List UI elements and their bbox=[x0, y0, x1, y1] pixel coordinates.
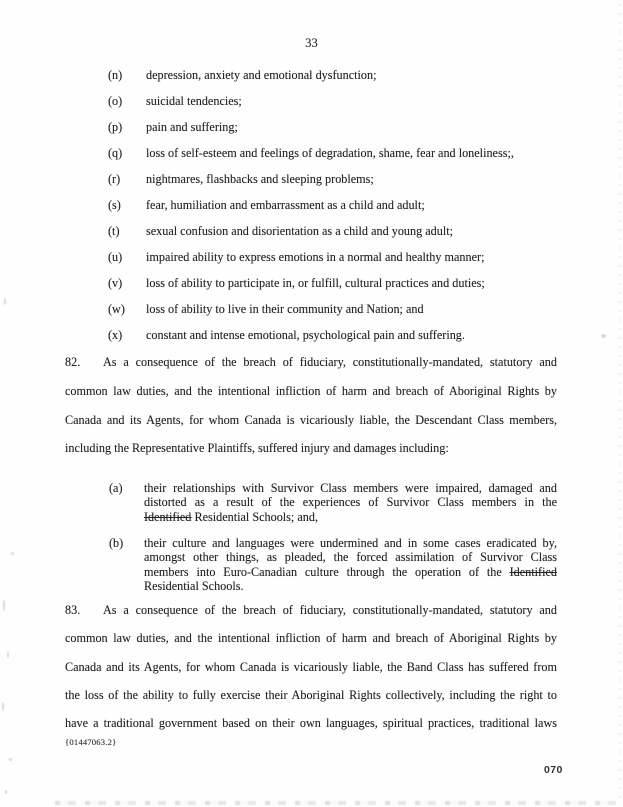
paragraph-83 bbox=[65, 596, 557, 737]
paragraph-82-line: Canada and its Agents, for whom Canada is vicariously liable, the Descendant Class members, bbox=[65, 412, 557, 427]
list-item-t bbox=[65, 225, 557, 251]
sub-item-body bbox=[144, 536, 557, 593]
list-item-r bbox=[65, 173, 557, 199]
paragraph-number: 82. bbox=[65, 355, 81, 369]
list-item-text: fear, humiliation and embarrassment as a child and adult; bbox=[146, 198, 425, 212]
sub-item-line bbox=[144, 565, 557, 579]
sub-item-line: their culture and languages were undermined and in some cases eradicated by, bbox=[144, 536, 557, 551]
struck-word: Identified bbox=[144, 509, 192, 524]
list-item-n bbox=[65, 69, 557, 95]
bates-number-stamp: 070 bbox=[544, 764, 563, 776]
list-item-label: (w) bbox=[108, 302, 125, 316]
list-item-label: (q) bbox=[108, 146, 123, 160]
list-item-p bbox=[65, 121, 557, 147]
scan-artifact-bottom-band bbox=[55, 801, 623, 805]
sub-item-line-rest: Residential Schools; and, bbox=[191, 509, 318, 524]
sub-item-line: amongst other things, as pleaded, the forced assimilation of Survivor Class bbox=[144, 550, 557, 565]
list-item-label: (o) bbox=[108, 94, 123, 108]
sub-item-line bbox=[144, 510, 557, 524]
paragraph-83-line: the loss of the ability to fully exercise their Aboriginal Rights collectively, including the right to bbox=[65, 687, 557, 702]
list-item-text: nightmares, flashbacks and sleeping problems; bbox=[146, 172, 374, 186]
paragraph-82-line: common law duties, and the intentional infliction of harm and breach of Aboriginal Rights by bbox=[65, 383, 557, 398]
sub-item-line-rest: members into Euro-Canadian culture through the operation of the bbox=[144, 564, 510, 579]
sub-item-body bbox=[144, 481, 557, 524]
list-item-label: (u) bbox=[108, 250, 123, 264]
list-item-text: sexual confusion and disorientation as a child and young adult; bbox=[146, 224, 453, 238]
list-item-label: (x) bbox=[108, 328, 123, 342]
list-item-text: loss of ability to participate in, or fulfill, cultural practices and duties; bbox=[146, 276, 485, 290]
list-item-o bbox=[65, 95, 557, 121]
paragraph-text: As a consequence of the breach of fiduciary, constitutionally-mandated, statutory and bbox=[103, 603, 557, 618]
list-item-text: pain and suffering; bbox=[146, 120, 238, 134]
list-item-label: (n) bbox=[108, 68, 123, 82]
paragraph-82-line bbox=[65, 348, 557, 377]
scan-artifact-speck bbox=[7, 652, 9, 658]
list-item-label: (p) bbox=[108, 120, 123, 134]
list-item-text: depression, anxiety and emotional dysfunction; bbox=[146, 68, 377, 82]
scan-artifact-speck bbox=[5, 790, 7, 794]
list-item-label: (t) bbox=[108, 224, 120, 238]
list-item-label: (v) bbox=[108, 276, 123, 290]
list-item-s bbox=[65, 199, 557, 225]
list-item-text: loss of self-esteem and feelings of degradation, shame, fear and loneliness;, bbox=[146, 146, 514, 160]
sub-item-label: (a) bbox=[109, 481, 123, 496]
paragraph-83-line: common law duties, and the intentional infliction of harm and breach of Aboriginal Rights by bbox=[65, 631, 557, 646]
page-content bbox=[65, 69, 557, 747]
document-id-footer: {01447063.2} bbox=[65, 737, 117, 748]
paragraph-83-line bbox=[65, 596, 557, 624]
list-item-text: suicidal tendencies; bbox=[146, 94, 242, 108]
scan-artifact-speck bbox=[4, 298, 6, 305]
scan-artifact-right-edge bbox=[620, 4, 621, 801]
list-item-v bbox=[65, 277, 557, 303]
paragraph-number: 83. bbox=[65, 603, 81, 618]
page-number: 33 bbox=[305, 36, 318, 50]
paragraph-83-line: have a traditional government based on their own languages, spiritual practices, traditional laws bbox=[65, 716, 557, 731]
sub-item-line: distorted as a result of the experiences of Survivor Class members in the bbox=[144, 495, 557, 510]
scan-artifact-speck bbox=[11, 552, 14, 555]
list-item-text: loss of ability to live in their community and Nation; and bbox=[146, 302, 424, 316]
sub-item-line: Residential Schools. bbox=[144, 578, 244, 593]
list-item-text: impaired ability to express emotions in a normal and healthy manner; bbox=[146, 250, 485, 264]
paragraph-text: As a consequence of the breach of fiduciary, constitutionally-mandated, statutory and bbox=[103, 355, 557, 369]
sub-item-a bbox=[65, 481, 557, 524]
scan-artifact-speck bbox=[601, 334, 606, 338]
paragraph-82 bbox=[65, 348, 557, 463]
paragraph-83-line: Canada and its Agents, for whom Canada is vicariously liable, the Band Class has suffered from bbox=[65, 659, 557, 674]
list-item-text: constant and intense emotional, psychological pain and suffering. bbox=[146, 328, 465, 342]
sub-item-label: (b) bbox=[109, 536, 124, 551]
struck-word: Identified bbox=[509, 564, 557, 579]
list-item-w bbox=[65, 303, 557, 329]
list-item-label: (s) bbox=[108, 198, 121, 212]
sub-item-line: their relationships with Survivor Class members were impaired, damaged and bbox=[144, 481, 557, 496]
damages-list bbox=[65, 69, 557, 355]
list-item-u bbox=[65, 251, 557, 277]
list-item-q bbox=[65, 147, 557, 173]
paragraph-82-line: including the Representative Plaintiffs, suffered injury and damages including: bbox=[65, 441, 449, 456]
scan-artifact-speck bbox=[9, 758, 12, 761]
sub-item-b bbox=[65, 536, 557, 593]
scan-artifact-speck bbox=[2, 702, 4, 711]
scan-artifact-speck bbox=[3, 600, 5, 611]
list-item-label: (r) bbox=[108, 172, 121, 186]
